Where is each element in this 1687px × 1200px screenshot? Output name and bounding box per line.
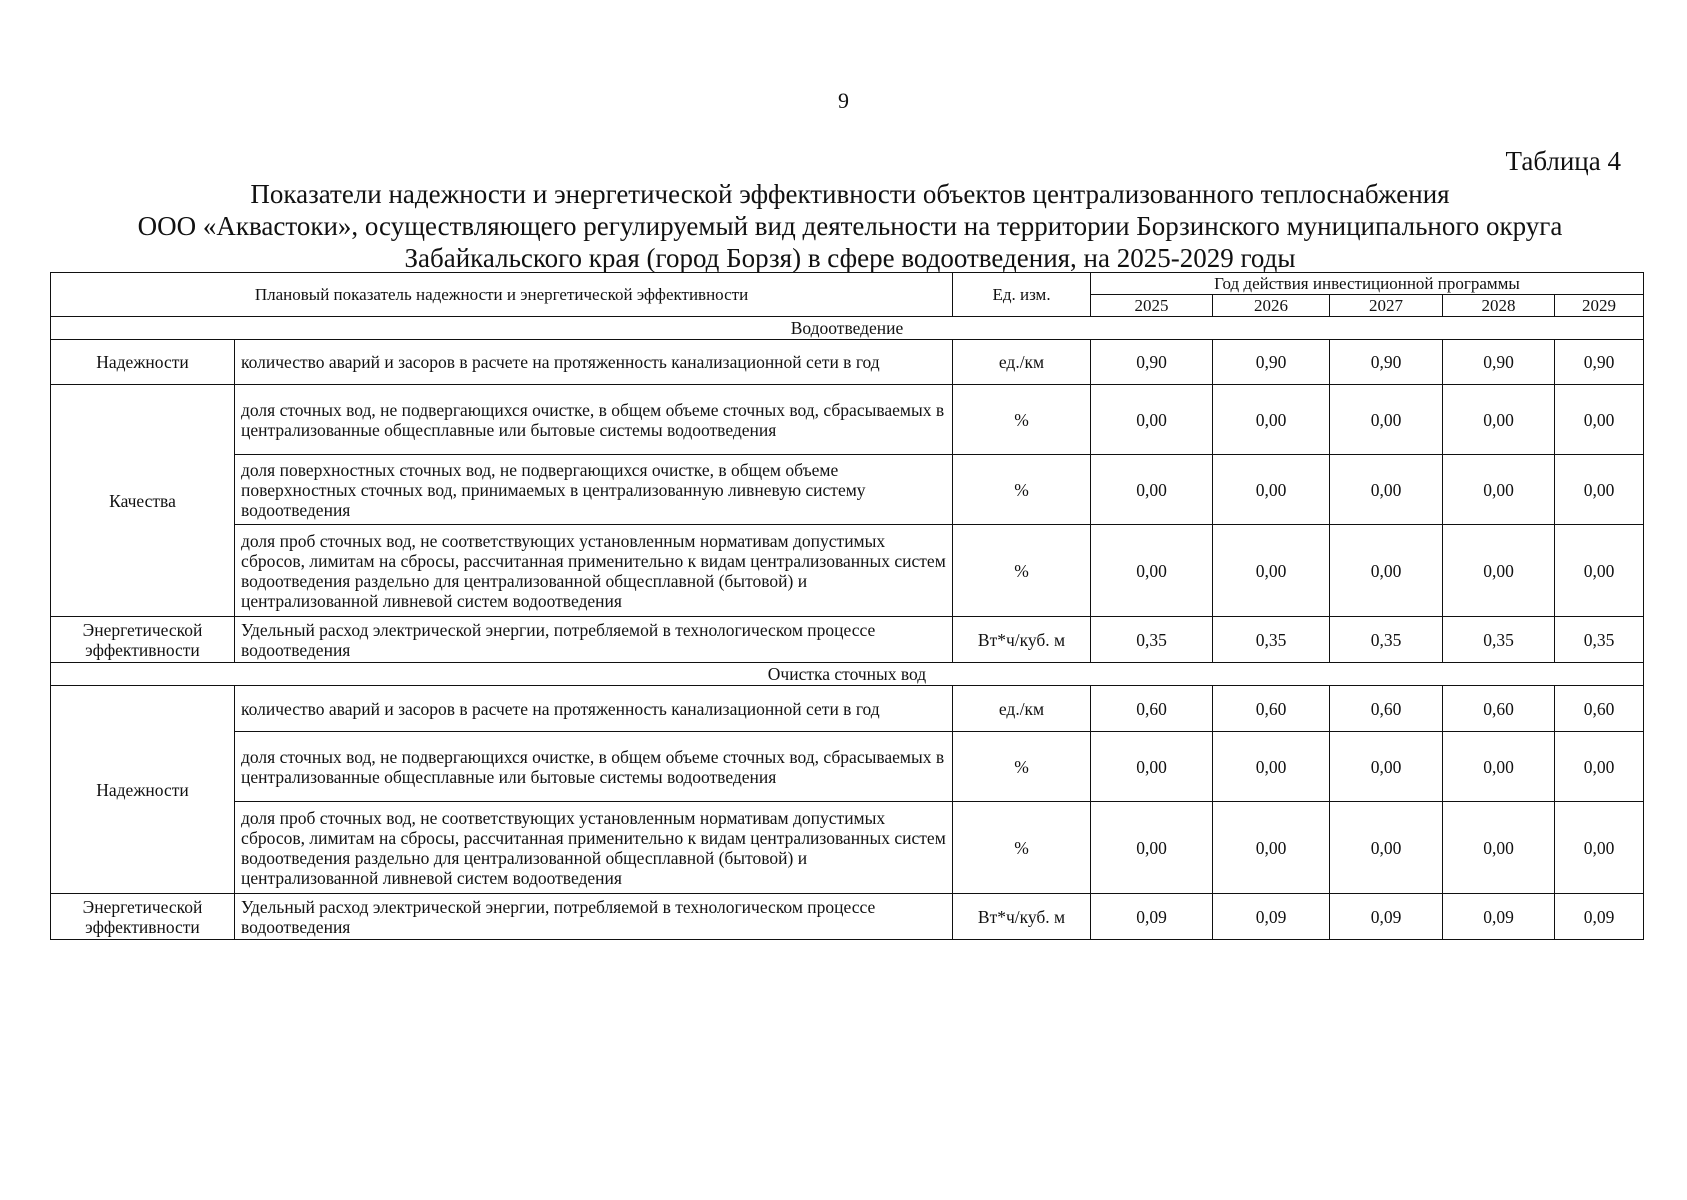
table-row (51, 455, 1644, 525)
row-category: Энергетической эффективности (51, 617, 235, 663)
header-year: 2026 (1213, 295, 1330, 317)
row-unit: % (953, 732, 1091, 802)
row-category: Энергетической эффективности (51, 894, 235, 940)
table-row (51, 732, 1644, 802)
row-value: 0,09 (1091, 894, 1213, 940)
row-value: 0,00 (1555, 802, 1644, 894)
row-unit: % (953, 455, 1091, 525)
table-row (51, 617, 1644, 663)
row-indicator: количество аварий и засоров в расчете на протяженность канализационной сети в год (235, 340, 953, 385)
row-value: 0,00 (1555, 525, 1644, 617)
row-indicator: количество аварий и засоров в расчете на протяженность канализационной сети в год (235, 686, 953, 732)
row-indicator: Удельный расход электрической энергии, потребляемой в технологическом процессе водоотведения (235, 894, 953, 940)
row-value: 0,00 (1443, 525, 1555, 617)
row-unit: ед./км (953, 686, 1091, 732)
row-value: 0,09 (1443, 894, 1555, 940)
row-value: 0,00 (1213, 732, 1330, 802)
row-indicator: доля сточных вод, не подвергающихся очистке, в общем объеме сточных вод, сбрасываемых в централизованные общесплавные или бытовые системы водоотведения (235, 732, 953, 802)
header-year: 2027 (1330, 295, 1443, 317)
page-number: 9 (838, 88, 849, 113)
table-row (51, 686, 1644, 732)
row-value: 0,00 (1213, 385, 1330, 455)
table-label: Таблица 4 (1505, 146, 1621, 176)
indicators-table (50, 272, 1644, 940)
row-value: 0,35 (1443, 617, 1555, 663)
row-value: 0,00 (1091, 385, 1213, 455)
row-value: 0,90 (1330, 340, 1443, 385)
row-value: 0,00 (1213, 802, 1330, 894)
header-years-group: Год действия инвестиционной программы (1091, 273, 1644, 295)
title-line: Забайкальского края (город Борзя) в сфере водоотведения, на 2025-2029 годы (404, 243, 1296, 273)
row-indicator: доля проб сточных вод, не соответствующих установленным нормативам допустимых сбросов, лимитам на сбросы, рассчитанная применительно к видам централизованных систем водоотведения раздельно для централизованной общесплавной (бытовой) и централизованной ливневой систем водоотведения (235, 525, 953, 617)
row-value: 0,09 (1330, 894, 1443, 940)
row-category: Качества (51, 385, 235, 617)
row-value: 0,35 (1213, 617, 1330, 663)
row-value: 0,35 (1555, 617, 1644, 663)
row-unit: Вт*ч/куб. м (953, 617, 1091, 663)
header-year: 2029 (1555, 295, 1644, 317)
row-value: 0,00 (1555, 732, 1644, 802)
row-value: 0,35 (1330, 617, 1443, 663)
row-value: 0,60 (1443, 686, 1555, 732)
row-value: 0,00 (1330, 732, 1443, 802)
title-line: Показатели надежности и энергетической эффективности объектов централизованного теплоснабжения (250, 179, 1450, 209)
row-unit: ед./км (953, 340, 1091, 385)
table-row (51, 525, 1644, 617)
row-value: 0,60 (1555, 686, 1644, 732)
table-row (51, 802, 1644, 894)
row-value: 0,00 (1443, 455, 1555, 525)
row-value: 0,00 (1091, 525, 1213, 617)
row-indicator: доля проб сточных вод, не соответствующих установленным нормативам допустимых сбросов, лимитам на сбросы, рассчитанная применительно к видам централизованных систем водоотведения раздельно для централизованной общесплавной (бытовой) и централизованной ливневой систем водоотведения (235, 802, 953, 894)
row-value: 0,90 (1555, 340, 1644, 385)
row-value: 0,00 (1330, 455, 1443, 525)
row-value: 0,00 (1555, 455, 1644, 525)
row-unit: % (953, 385, 1091, 455)
section-title: Водоотведение (51, 317, 1644, 340)
row-value: 0,00 (1443, 385, 1555, 455)
row-value: 0,00 (1330, 525, 1443, 617)
row-value: 0,00 (1443, 802, 1555, 894)
row-value: 0,00 (1330, 385, 1443, 455)
row-value: 0,60 (1213, 686, 1330, 732)
row-value: 0,09 (1213, 894, 1330, 940)
table-row (51, 340, 1644, 385)
row-indicator: Удельный расход электрической энергии, потребляемой в технологическом процессе водоотведения (235, 617, 953, 663)
header-year: 2028 (1443, 295, 1555, 317)
header-year: 2025 (1091, 295, 1213, 317)
row-value: 0,00 (1330, 802, 1443, 894)
row-value: 0,00 (1091, 455, 1213, 525)
row-value: 0,00 (1213, 455, 1330, 525)
document-title (60, 178, 1640, 274)
row-indicator: доля сточных вод, не подвергающихся очистке, в общем объеме сточных вод, сбрасываемых в централизованные общесплавные или бытовые системы водоотведения (235, 385, 953, 455)
title-line: ООО «Аквастоки», осуществляющего регулируемый вид деятельности на территории Борзинского муниципального округа (137, 211, 1563, 241)
row-value: 0,00 (1091, 732, 1213, 802)
row-value: 0,90 (1091, 340, 1213, 385)
row-value: 0,60 (1091, 686, 1213, 732)
row-unit: Вт*ч/куб. м (953, 894, 1091, 940)
row-value: 0,90 (1213, 340, 1330, 385)
row-unit: % (953, 525, 1091, 617)
row-category: Надежности (51, 686, 235, 894)
header-unit: Ед. изм. (953, 273, 1091, 317)
row-value: 0,00 (1555, 385, 1644, 455)
row-value: 0,00 (1213, 525, 1330, 617)
row-unit: % (953, 802, 1091, 894)
row-value: 0,00 (1443, 732, 1555, 802)
row-category: Надежности (51, 340, 235, 385)
row-value: 0,90 (1443, 340, 1555, 385)
row-value: 0,35 (1091, 617, 1213, 663)
row-indicator: доля поверхностных сточных вод, не подвергающихся очистке, в общем объеме поверхностных сточных вод, принимаемых в централизованную ливневую систему водоотведения (235, 455, 953, 525)
row-value: 0,60 (1330, 686, 1443, 732)
section-title: Очистка сточных вод (51, 663, 1644, 686)
row-value: 0,00 (1091, 802, 1213, 894)
table-row (51, 894, 1644, 940)
header-indicator: Плановый показатель надежности и энергетической эффективности (51, 273, 953, 317)
table-row (51, 385, 1644, 455)
row-value: 0,09 (1555, 894, 1644, 940)
